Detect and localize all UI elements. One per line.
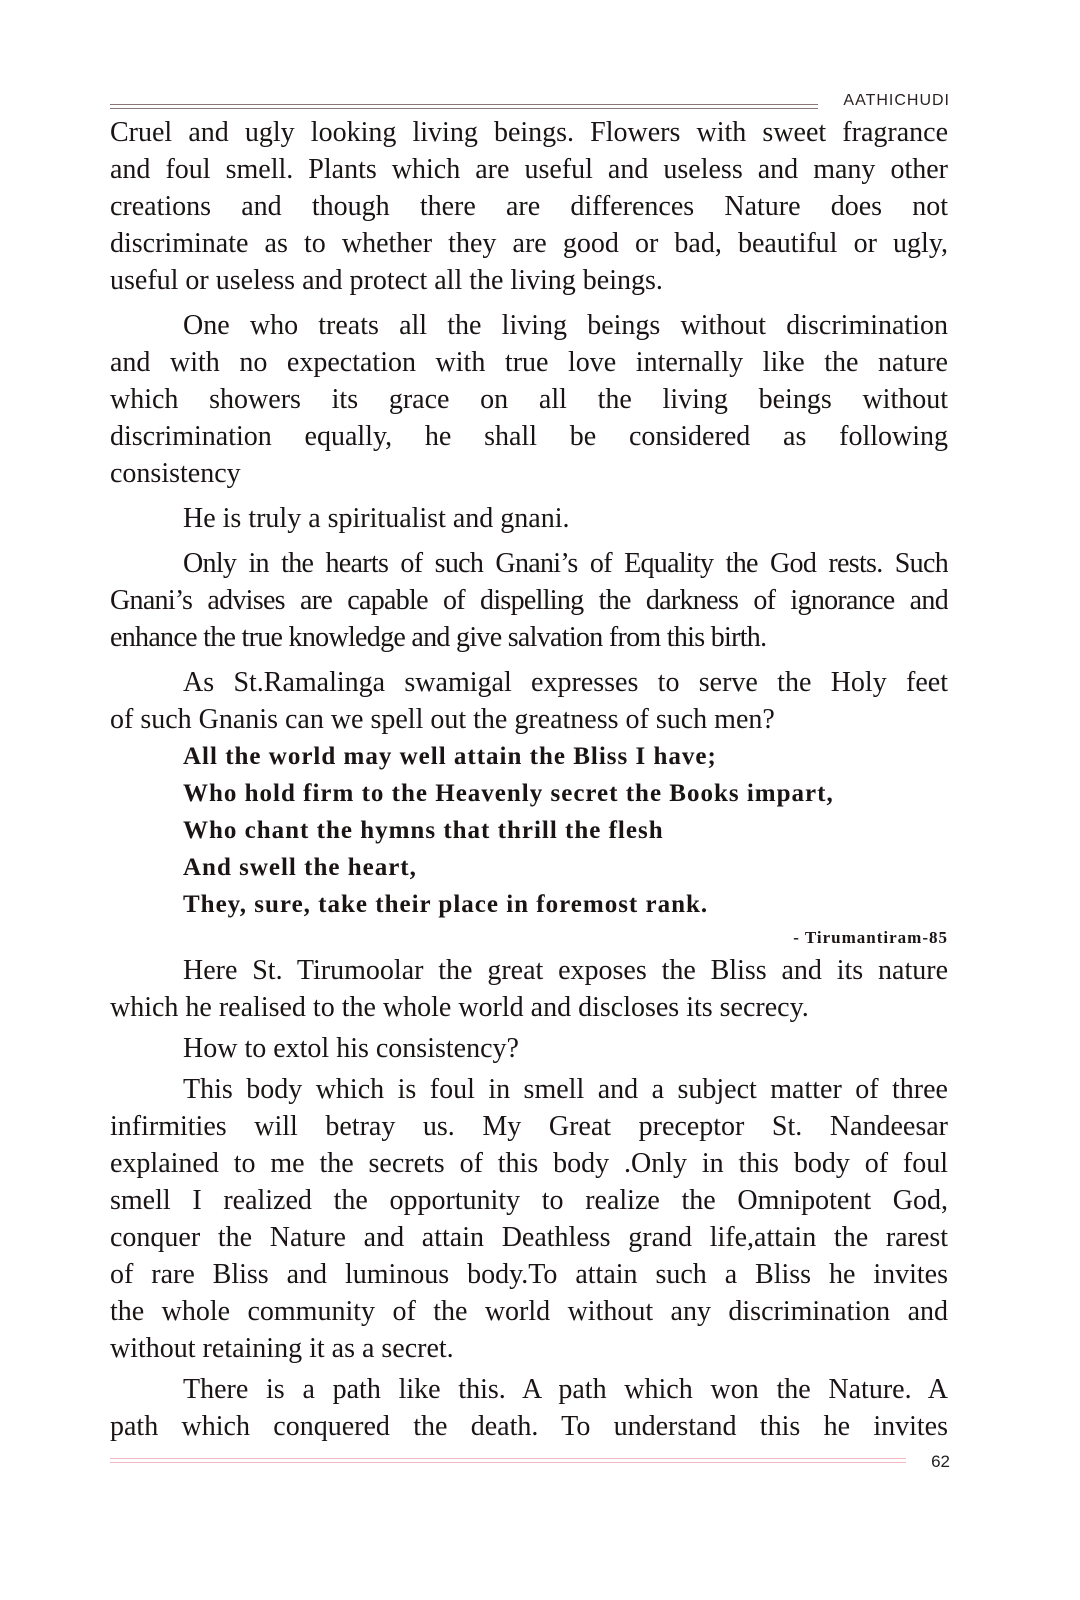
text-line: useful or useless and protect all the living beings. — [110, 265, 663, 296]
text-line: How to extol his consistency? — [183, 1033, 519, 1064]
text-line: There is a path like this. A path which won the Nature. A — [183, 1374, 948, 1405]
text-line: smell I realized the opportunity to realize the Omnipotent God, — [110, 1185, 948, 1216]
page-body — [110, 114, 948, 1449]
header-title: AATHICHUDI — [843, 92, 950, 109]
text-line: of such Gnanis can we spell out the greatness of such men? — [110, 704, 775, 735]
text-line: Only in the hearts of such Gnani’s of Equality the God rests. Such — [183, 548, 948, 579]
text-line: discrimination equally, he shall be considered as following — [110, 421, 948, 452]
text-line: This body which is foul in smell and a subject matter of three — [183, 1074, 948, 1105]
text-line: infirmities will betray us. My Great preceptor St. Nandeesar — [110, 1111, 948, 1142]
footer-rule — [110, 1458, 906, 1459]
text-line: One who treats all the living beings without discrimination — [183, 310, 948, 341]
text-line: Here St. Tirumoolar the great exposes the Bliss and its nature — [183, 955, 948, 986]
text-line: creations and though there are differences Nature does not — [110, 191, 948, 222]
footer-rule — [110, 1462, 906, 1463]
poem-quote — [110, 738, 948, 923]
text-line: Cruel and ugly looking living beings. Flowers with sweet fragrance — [110, 117, 948, 148]
paragraph — [110, 1371, 948, 1445]
poem-line: They, sure, take their place in foremost rank. — [183, 891, 709, 918]
paragraph — [110, 307, 948, 492]
page-footer — [110, 1450, 950, 1470]
text-line: the whole community of the world without any discrimination and — [110, 1296, 948, 1327]
paragraph — [110, 1030, 948, 1067]
text-line: conquer the Nature and attain Deathless grand life,attain the rarest — [110, 1222, 948, 1253]
text-line: explained to me the secrets of this body .Only in this body of foul — [110, 1148, 948, 1179]
paragraph — [110, 952, 948, 1026]
poem-line: And swell the heart, — [183, 854, 417, 881]
text-line: and foul smell. Plants which are useful and useless and many other — [110, 154, 948, 185]
paragraph — [110, 664, 948, 738]
text-line: As St.Ramalinga swamigal expresses to serve the Holy feet — [183, 667, 948, 698]
paragraph — [110, 1071, 948, 1367]
page-number: 62 — [931, 1452, 950, 1471]
text-line: He is truly a spiritualist and gnani. — [183, 503, 570, 534]
text-line: of rare Bliss and luminous body.To attain such a Bliss he invites — [110, 1259, 948, 1290]
text-line: path which conquered the death. To understand this he invites — [110, 1411, 948, 1442]
text-line: and with no expectation with true love internally like the nature — [110, 347, 948, 378]
paragraph — [110, 545, 948, 656]
poem-line: All the world may well attain the Bliss I have; — [183, 743, 717, 770]
poem-line: Who hold firm to the Heavenly secret the Books impart, — [183, 780, 834, 807]
text-line: enhance the true knowledge and give salvation from this birth. — [110, 622, 767, 653]
poem-line: Who chant the hymns that thrill the flesh — [183, 817, 664, 844]
text-line: Gnani’s advises are capable of dispelling the darkness of ignorance and — [110, 585, 948, 616]
text-line: which showers its grace on all the living beings without — [110, 384, 948, 415]
text-line: consistency — [110, 458, 241, 489]
text-line: without retaining it as a secret. — [110, 1333, 454, 1364]
header-rule — [110, 104, 818, 105]
paragraph — [110, 114, 948, 299]
header-rule — [110, 108, 818, 109]
running-header — [110, 92, 950, 112]
poem-attribution: - Tirumantiram-85 — [793, 928, 948, 947]
paragraph — [110, 500, 948, 537]
text-line: discriminate as to whether they are good or bad, beautiful or ugly, — [110, 228, 948, 259]
text-line: which he realised to the whole world and discloses its secrecy. — [110, 992, 809, 1023]
